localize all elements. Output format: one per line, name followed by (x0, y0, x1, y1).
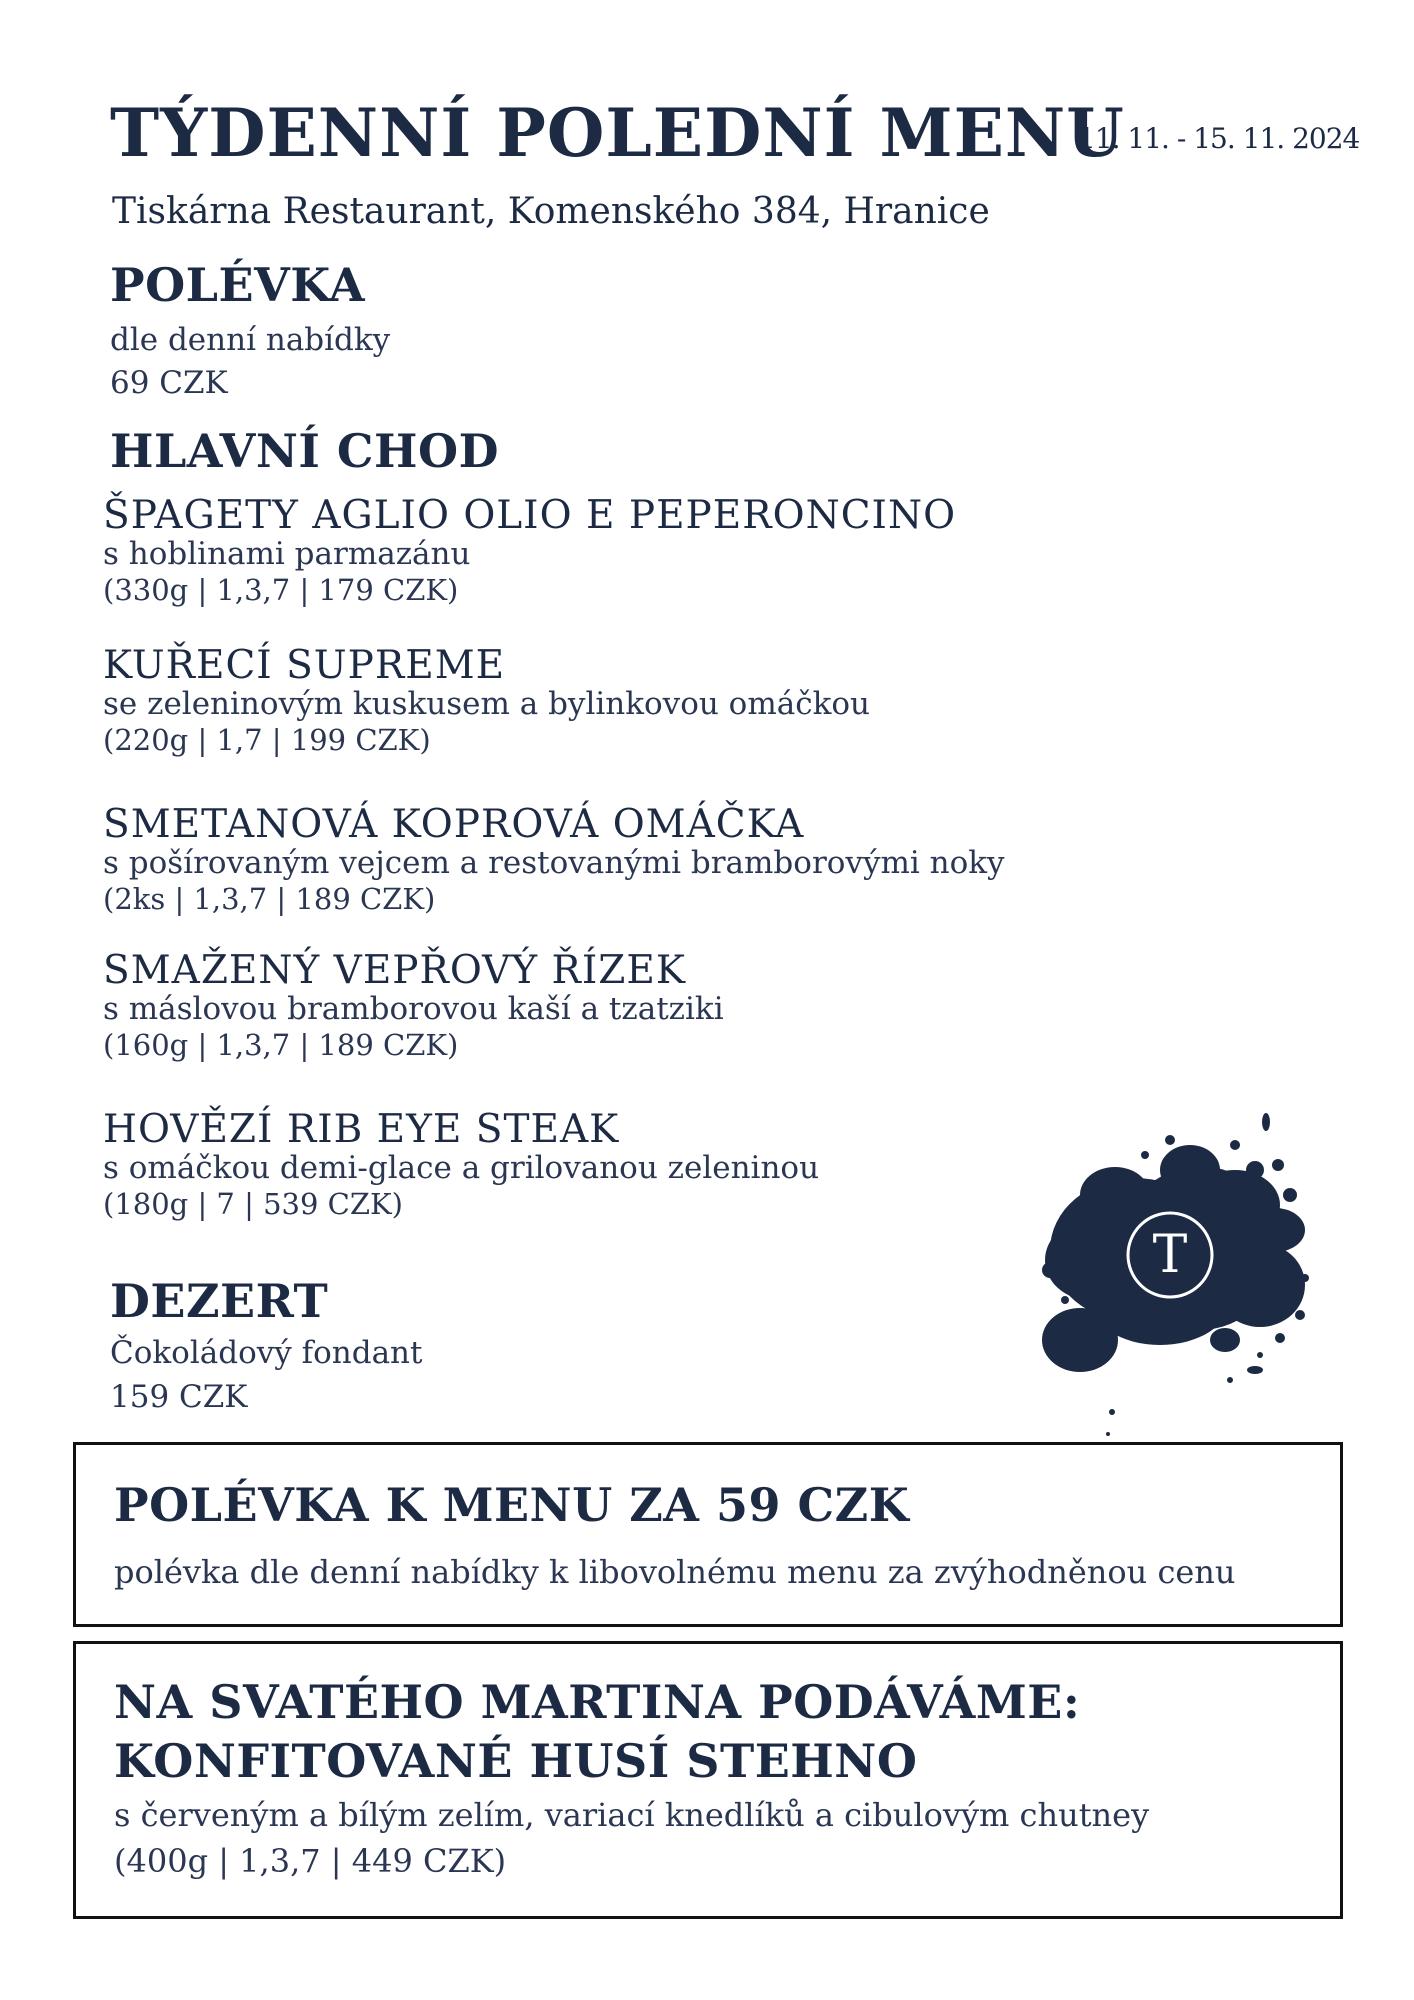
dish-description: se zeleninovým kuskusem a bylinkovou omáčkou (103, 686, 870, 722)
dish-details: (2ks | 1,3,7 | 189 CZK) (103, 882, 436, 916)
dish-name: SMAŽENÝ VEPŘOVÝ ŘÍZEK (103, 948, 686, 993)
dish-details: (160g | 1,3,7 | 189 CZK) (103, 1028, 459, 1062)
soup-offer-box (73, 1442, 1343, 1627)
dish-description: s omáčkou demi-glace a grilovanou zeleninou (103, 1150, 820, 1186)
dish-description: s máslovou bramborovou kaší a tzatziki (103, 991, 724, 1027)
st-martin-special-box (73, 1641, 1343, 1919)
logo-letter: T (1152, 1225, 1188, 1285)
dessert-heading: DEZERT (110, 1274, 329, 1328)
dish-description: s hoblinami parmazánu (103, 536, 471, 572)
main-course-heading: HLAVNÍ CHOD (110, 424, 499, 478)
soup-heading: POLÉVKA (110, 258, 366, 312)
dish-description: s pošírovaným vejcem a restovanými bramborovými noky (103, 845, 1005, 881)
special-heading-line2: KONFITOVANÉ HUSÍ STEHNO (114, 1734, 918, 1788)
dish-details: (180g | 7 | 539 CZK) (103, 1187, 403, 1221)
special-details: (400g | 1,3,7 | 449 CZK) (114, 1842, 507, 1880)
special-description: s červeným a bílým zelím, variací knedlíků a cibulovým chutney (114, 1796, 1150, 1834)
dish-details: (330g | 1,3,7 | 179 CZK) (103, 573, 459, 607)
dish-name: KUŘECÍ SUPREME (103, 643, 506, 688)
dessert-price: 159 CZK (110, 1379, 248, 1415)
restaurant-logo (1020, 1100, 1340, 1460)
dish-name: ŠPAGETY AGLIO OLIO E PEPERONCINO (103, 493, 957, 538)
dessert-description: Čokoládový fondant (110, 1335, 423, 1371)
dish-name: SMETANOVÁ KOPROVÁ OMÁČKA (103, 802, 805, 847)
soup-description: dle denní nabídky (110, 322, 391, 358)
soup-price: 69 CZK (110, 365, 228, 401)
page-title: TÝDENNÍ POLEDNÍ MENU (110, 94, 1125, 172)
dish-details: (220g | 1,7 | 199 CZK) (103, 723, 431, 757)
special-heading-line1: NA SVATÉHO MARTINA PODÁVÁME: (114, 1675, 1081, 1729)
restaurant-address: Tiskárna Restaurant, Komenského 384, Hranice (112, 191, 990, 232)
menu-dates: 11. 11. - 15. 11. 2024 (1078, 122, 1360, 155)
soup-offer-text: polévka dle denní nabídky k libovolnému menu za zvýhodněnou cenu (114, 1553, 1236, 1591)
soup-offer-heading: POLÉVKA K MENU ZA 59 CZK (114, 1478, 910, 1532)
dish-name: HOVĚZÍ RIB EYE STEAK (103, 1107, 620, 1152)
